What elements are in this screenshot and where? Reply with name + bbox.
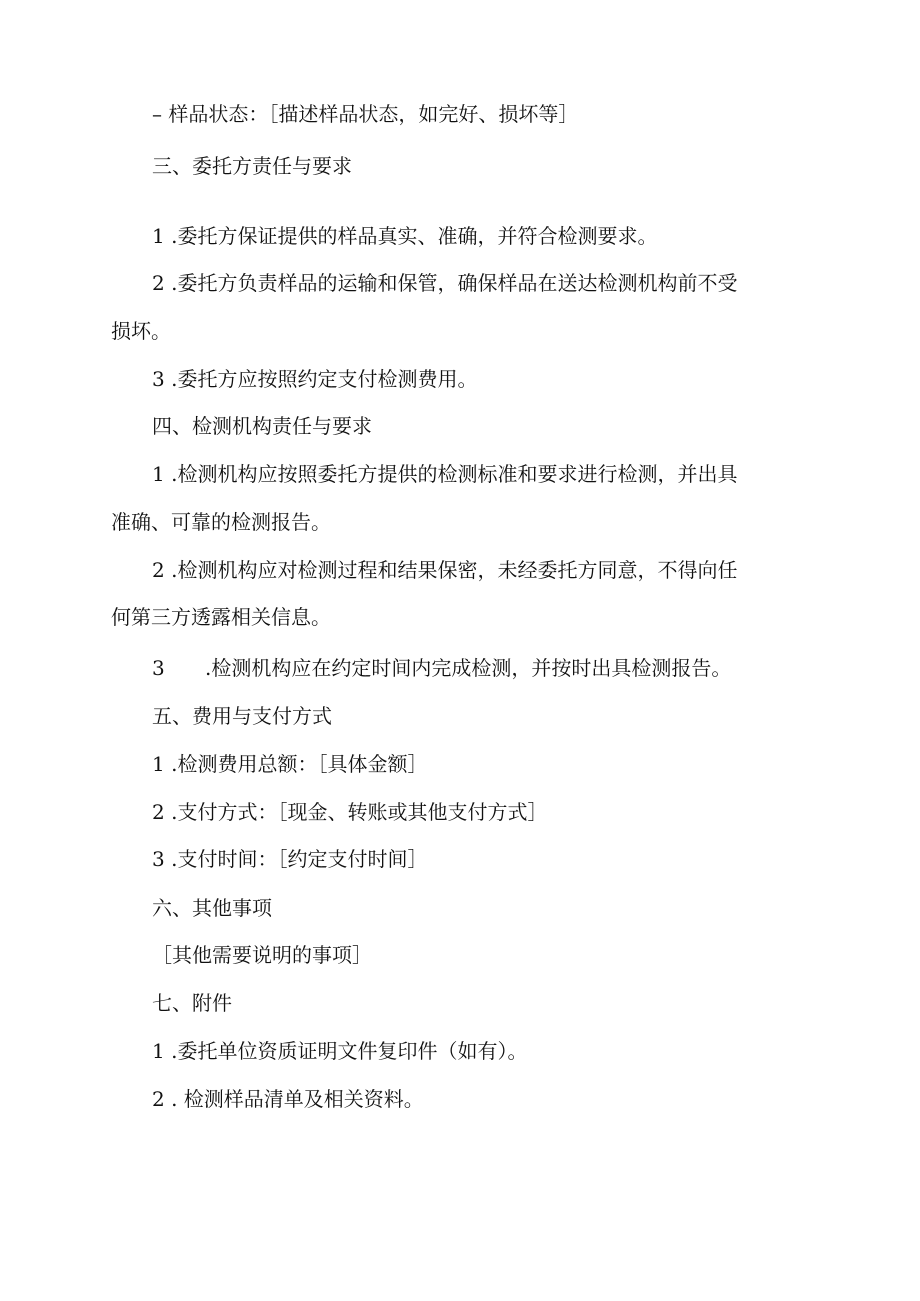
section-5-item-2: 2 .支付方式：［现金、转账或其他支付方式］: [152, 800, 548, 824]
section-6-body: ［其他需要说明的事项］: [152, 943, 372, 967]
section-4-heading: 四、检测机构责任与要求: [152, 414, 372, 438]
section-4-item-1-line-1: 1 .检测机构应按照委托方提供的检测标准和要求进行检测，并出具: [152, 462, 738, 486]
section-5-item-1: 1 .检测费用总额：［具体金额］: [152, 752, 428, 776]
section-3-item-3: 3 .委托方应按照约定支付检测费用。: [152, 367, 478, 391]
section-5-item-3: 3 .支付时间：［约定支付时间］: [152, 847, 428, 871]
sample-status-line: – 样品状态：［描述样品状态，如完好、损坏等］: [152, 102, 579, 126]
section-4-item-3: [152, 655, 731, 681]
section-3-item-2-line-2: 损坏。: [111, 319, 171, 343]
section-3-item-2-line-1: 2 .委托方负责样品的运输和保管，确保样品在送达检测机构前不受: [152, 271, 738, 295]
section-4-item-3-number: 3: [152, 656, 165, 680]
section-4-item-2-line-2: 何第三方透露相关信息。: [111, 605, 331, 629]
section-5-heading: 五、费用与支付方式: [152, 704, 332, 728]
section-6-heading: 六、其他事项: [152, 896, 272, 920]
section-4-item-2-line-1: 2 .检测机构应对检测过程和结果保密，未经委托方同意，不得向任: [152, 558, 738, 582]
section-7-heading: 七、附件: [152, 991, 232, 1015]
section-7-item-2: 2 . 检测样品清单及相关资料。: [152, 1087, 424, 1111]
section-4-item-1-line-2: 准确、可靠的检测报告。: [111, 510, 331, 534]
section-3-item-1: 1 .委托方保证提供的样品真实、准确，并符合检测要求。: [152, 224, 658, 248]
section-7-item-1: 1 .委托单位资质证明文件复印件（如有）。: [152, 1039, 528, 1063]
section-3-heading: 三、委托方责任与要求: [152, 154, 352, 178]
section-4-item-3-text: .检测机构应在约定时间内完成检测，并按时出具检测报告。: [205, 656, 732, 680]
